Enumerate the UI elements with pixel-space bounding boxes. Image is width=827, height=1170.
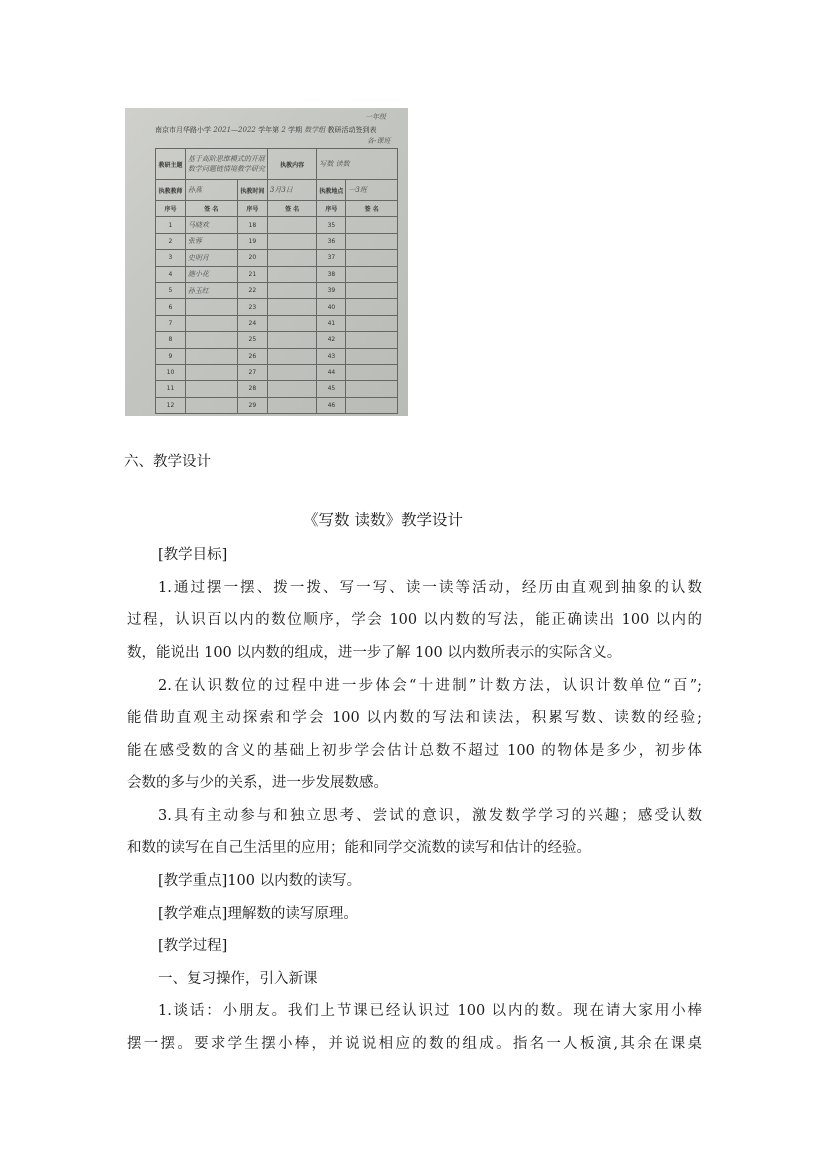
goal2-line-2: 能借助直观主动探索和学会 100 以内数的写法和读法，积累写数、读数的经验; xyxy=(127,710,702,726)
hw-year: 2021—2022 xyxy=(213,126,256,134)
topic-line-2: 数学问题链情境教学研究 xyxy=(187,165,265,173)
signature xyxy=(185,348,237,364)
table-row xyxy=(156,282,398,298)
signature xyxy=(346,233,398,249)
row-number: 12 xyxy=(156,397,186,413)
content-value: 写数 读数 xyxy=(317,149,398,180)
column-header-row xyxy=(156,201,398,217)
row-number: 23 xyxy=(237,299,267,315)
row-number: 28 xyxy=(237,381,267,397)
document-title: 《写数 读数》教学设计 xyxy=(303,511,463,529)
row-number: 46 xyxy=(317,397,346,413)
table-row xyxy=(156,381,398,397)
signature xyxy=(346,397,398,413)
row-number: 19 xyxy=(237,233,267,249)
table-row xyxy=(156,397,398,413)
row-number: 22 xyxy=(237,282,267,298)
table-row xyxy=(156,233,398,249)
table-row xyxy=(156,299,398,315)
signature: 施小花 xyxy=(185,266,237,282)
sign-in-rows xyxy=(156,217,398,414)
content-label: 执教内容 xyxy=(267,149,317,180)
row-number: 26 xyxy=(237,348,267,364)
signature xyxy=(267,217,317,233)
signature xyxy=(346,381,398,397)
signature xyxy=(267,315,317,331)
year-suffix: 学年第 xyxy=(258,126,280,134)
goal2-line-3: 能在感受数的含义的基础上初步学会估计总数不超过 100 的物体是多少，初步体 xyxy=(127,743,702,759)
topic-line-1: 基于高阶思维模式的开展 xyxy=(187,155,265,163)
step1-heading: 一、复习操作，引入新课 xyxy=(158,971,318,987)
row-number: 21 xyxy=(237,266,267,282)
teacher-value: 孙燕 xyxy=(185,180,237,201)
process-label: [教学过程] xyxy=(158,938,228,954)
row-number: 45 xyxy=(317,381,346,397)
signature xyxy=(267,266,317,282)
table-row xyxy=(156,217,398,233)
goal2-line-1: 2.在认识数位的过程中进一步体会“十进制”计数方法，认识计数单位“百”; xyxy=(158,678,702,694)
section-heading: 六、教学设计 xyxy=(124,454,211,470)
col-no-3: 序号 xyxy=(317,201,346,217)
table-row xyxy=(156,266,398,282)
signature xyxy=(267,332,317,348)
row-number: 6 xyxy=(156,299,186,315)
table-row xyxy=(156,332,398,348)
row-number: 42 xyxy=(317,332,346,348)
term-suffix: 学期 xyxy=(288,126,303,134)
row-number: 40 xyxy=(317,299,346,315)
row-number: 8 xyxy=(156,332,186,348)
signature xyxy=(185,364,237,380)
signature xyxy=(346,299,398,315)
row-number: 41 xyxy=(317,315,346,331)
topic-label: 教研主题 xyxy=(156,149,186,180)
signature xyxy=(346,348,398,364)
col-sign-2: 签 名 xyxy=(267,201,317,217)
signature xyxy=(346,250,398,266)
col-sign-1: 签 名 xyxy=(185,201,237,217)
signature: 孙玉红 xyxy=(185,282,237,298)
signature xyxy=(267,364,317,380)
difficulty: [教学难点]理解数的读写原理。 xyxy=(158,906,358,922)
signature xyxy=(267,233,317,249)
hw-term: 2 xyxy=(281,126,286,134)
row-number: 4 xyxy=(156,266,186,282)
row-number: 27 xyxy=(237,364,267,380)
goal1-line-2: 过程，认识百以内的数位顺序，学会 100 以内数的写法，能正确读出 100 以内的 xyxy=(127,612,702,628)
row-number: 10 xyxy=(156,364,186,380)
table-row xyxy=(156,364,398,380)
signature xyxy=(185,299,237,315)
handwritten-note-grade: 一年级 xyxy=(365,113,386,121)
signature xyxy=(346,332,398,348)
row-number: 18 xyxy=(237,217,267,233)
school-name: 南京市月华路小学 xyxy=(155,126,211,134)
signature: 张蓉 xyxy=(185,233,237,249)
place-label: 执教地点 xyxy=(317,180,346,201)
row-number: 5 xyxy=(156,282,186,298)
signature xyxy=(185,332,237,348)
hw-subject: 数学组 xyxy=(304,126,326,134)
table-row xyxy=(156,348,398,364)
goal1-line-1: 1.通过摆一摆、拨一拨、写一写、读一读等活动，经历由直观到抽象的认数 xyxy=(158,580,702,596)
table-row xyxy=(156,250,398,266)
teacher-row xyxy=(156,180,398,201)
row-number: 20 xyxy=(237,250,267,266)
time-label: 执教时间 xyxy=(237,180,267,201)
signature xyxy=(346,217,398,233)
signature xyxy=(346,282,398,298)
goal3-line-1: 3.具有主动参与和独立思考、尝试的意识，激发数学学习的兴趣；感受认数 xyxy=(158,808,702,824)
row-number: 2 xyxy=(156,233,186,249)
step1-line-2: 摆一摆。要求学生摆小棒，并说说相应的数的组成。指名一人板演,其余在课桌 xyxy=(127,1036,702,1052)
row-number: 24 xyxy=(237,315,267,331)
row-number: 35 xyxy=(317,217,346,233)
row-number: 7 xyxy=(156,315,186,331)
signature: 马晓欢 xyxy=(185,217,237,233)
goal-label: [教学目标] xyxy=(158,547,228,563)
row-number: 1 xyxy=(156,217,186,233)
signature xyxy=(346,266,398,282)
signature xyxy=(185,397,237,413)
goal1-line-3: 数，能说出 100 以内数的组成，进一步了解 100 以内数所表示的实际含义。 xyxy=(127,645,622,661)
row-number: 36 xyxy=(317,233,346,249)
signature xyxy=(267,282,317,298)
row-number: 29 xyxy=(237,397,267,413)
row-number: 38 xyxy=(317,266,346,282)
signature xyxy=(267,397,317,413)
row-number: 39 xyxy=(317,282,346,298)
signature xyxy=(267,381,317,397)
signature xyxy=(267,299,317,315)
table-row xyxy=(156,315,398,331)
signature xyxy=(346,315,398,331)
row-number: 44 xyxy=(317,364,346,380)
sheet-title: 教研活动签到表 xyxy=(327,126,377,134)
row-number: 9 xyxy=(156,348,186,364)
sign-in-table xyxy=(155,148,398,414)
step1-line-1: 1.谈话：小朋友。我们上节课已经认识过 100 以内的数。现在请大家用小棒 xyxy=(158,1003,702,1019)
signature xyxy=(185,381,237,397)
row-number: 25 xyxy=(237,332,267,348)
signature: 史明月 xyxy=(185,250,237,266)
signature xyxy=(185,315,237,331)
row-number: 11 xyxy=(156,381,186,397)
signature xyxy=(267,250,317,266)
signature xyxy=(267,348,317,364)
row-number: 37 xyxy=(317,250,346,266)
signature xyxy=(346,364,398,380)
teacher-label: 执教教师 xyxy=(156,180,186,201)
goal3-line-2: 和数的读写在自己生活里的应用；能和同学交流数的读写和估计的经验。 xyxy=(127,840,591,856)
place-value: 一3班 xyxy=(346,180,398,201)
handwritten-note-class: 各-课班 xyxy=(367,137,391,145)
sheet-header xyxy=(155,125,377,135)
row-number: 43 xyxy=(317,348,346,364)
sign-in-sheet-photo xyxy=(125,108,408,416)
col-no-1: 序号 xyxy=(156,201,186,217)
col-no-2: 序号 xyxy=(237,201,267,217)
topic-value xyxy=(185,149,267,180)
goal2-line-4: 会数的多与少的关系，进一步发展数感。 xyxy=(127,775,388,791)
key-point: [教学重点]100 以内数的读写。 xyxy=(158,873,362,889)
topic-row xyxy=(156,149,398,180)
row-number: 3 xyxy=(156,250,186,266)
time-value: 3月3日 xyxy=(267,180,317,201)
col-sign-3: 签 名 xyxy=(346,201,398,217)
